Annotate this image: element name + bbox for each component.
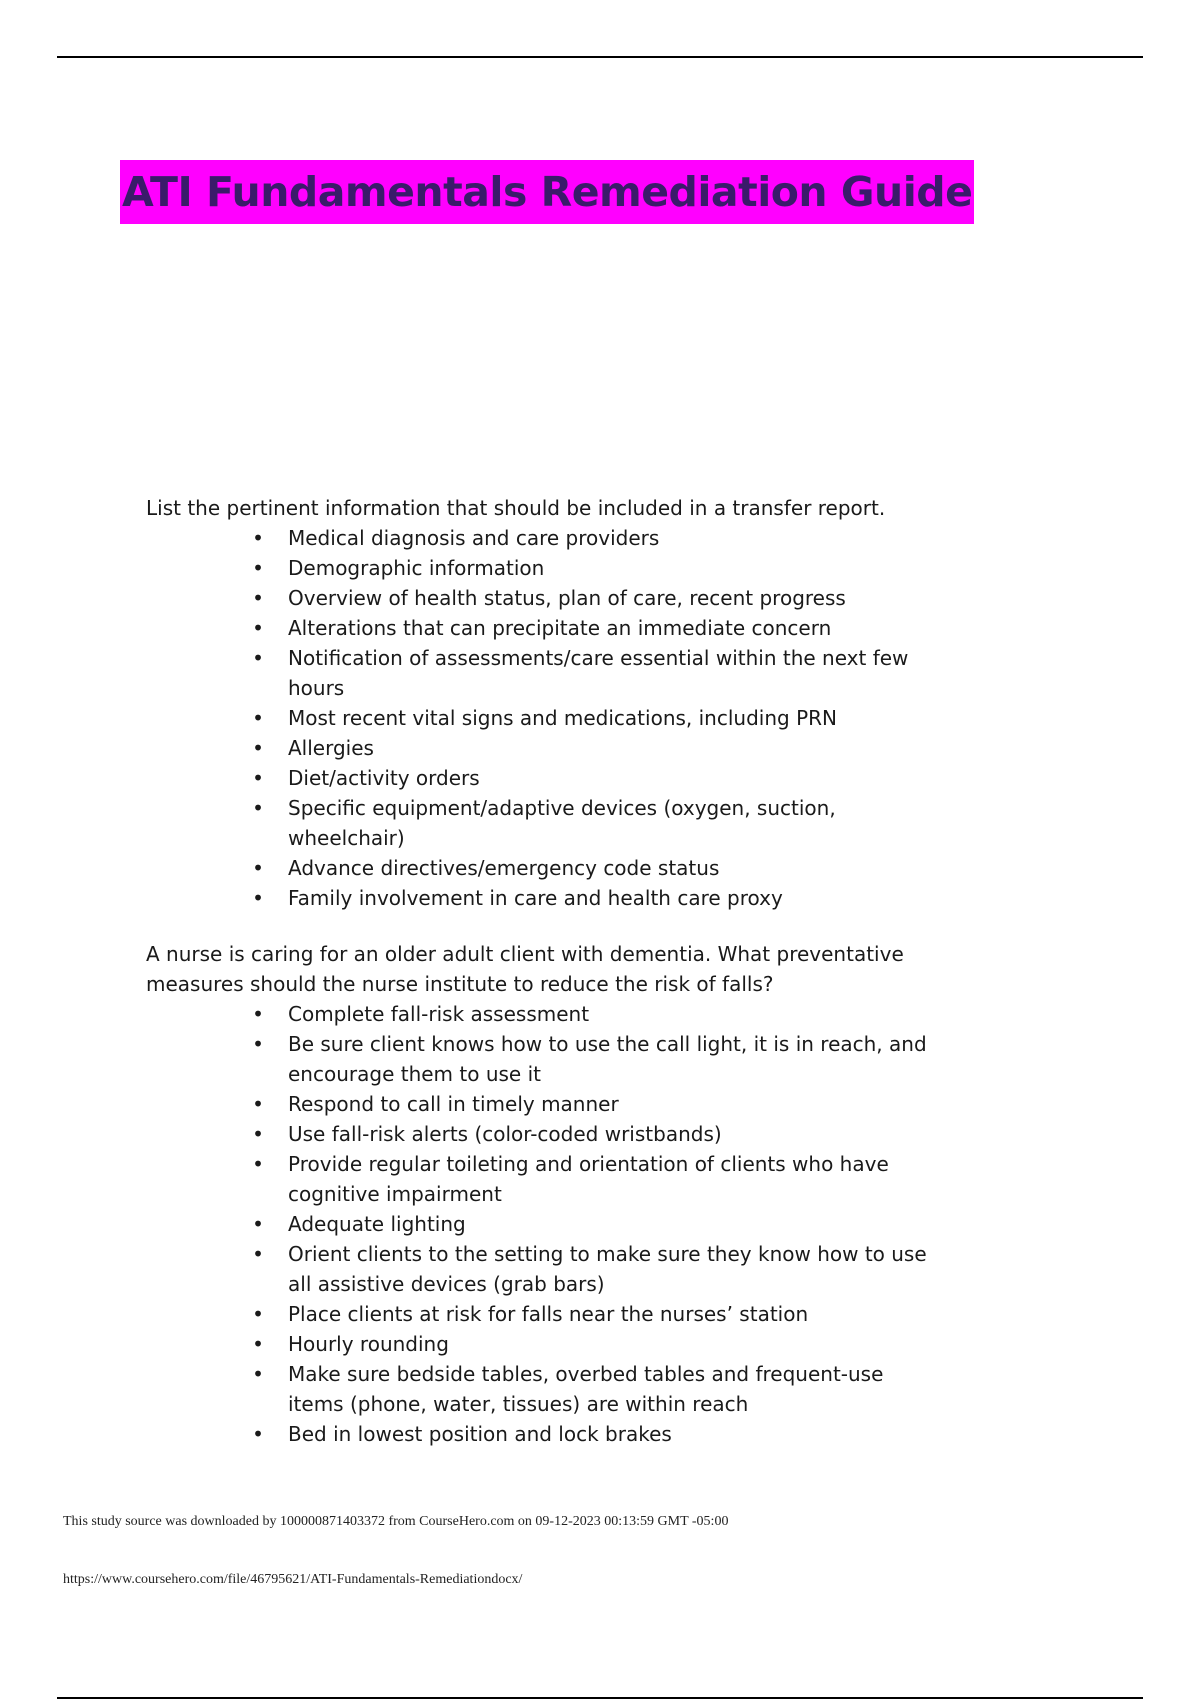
title-block bbox=[120, 160, 974, 224]
bullet-icon: • bbox=[252, 1152, 264, 1176]
list-item-text: Make sure bedside tables, overbed tables and frequent-use items (phone, water, tissues) are within reach bbox=[288, 1362, 884, 1416]
list-item bbox=[252, 1029, 928, 1089]
list-item-text: Provide regular toileting and orientation of clients who have cognitive impairment bbox=[288, 1152, 889, 1206]
document-title: ATI Fundamentals Remediation Guide bbox=[120, 160, 974, 224]
list-item-text: Family involvement in care and health care proxy bbox=[288, 886, 783, 910]
source-url: https://www.coursehero.com/file/46795621/ATI-Fundamentals-Remediationdocx/ bbox=[63, 1572, 523, 1587]
list-item bbox=[252, 643, 928, 703]
list-item-text: Overview of health status, plan of care, recent progress bbox=[288, 586, 846, 610]
bullet-icon: • bbox=[252, 796, 264, 820]
bullet-icon: • bbox=[252, 1092, 264, 1116]
bullet-icon: • bbox=[252, 1032, 264, 1056]
list-item bbox=[252, 703, 928, 733]
list-item bbox=[252, 553, 928, 583]
list-item bbox=[252, 853, 928, 883]
list-item bbox=[252, 883, 928, 913]
list-item bbox=[252, 523, 928, 553]
bullet-icon: • bbox=[252, 706, 264, 730]
bottom-rule bbox=[57, 1697, 1143, 1699]
list-item-text: Advance directives/emergency code status bbox=[288, 856, 720, 880]
list-item bbox=[252, 1359, 928, 1419]
bullet-icon: • bbox=[252, 1422, 264, 1446]
bullet-list-fall-prevention bbox=[146, 999, 946, 1449]
list-item-text: Notification of assessments/care essential within the next few hours bbox=[288, 646, 909, 700]
list-item bbox=[252, 613, 928, 643]
bullet-icon: • bbox=[252, 616, 264, 640]
list-item-text: Allergies bbox=[288, 736, 374, 760]
list-item-text: Medical diagnosis and care providers bbox=[288, 526, 660, 550]
bullet-icon: • bbox=[252, 1212, 264, 1236]
list-item-text: Orient clients to the setting to make sure they know how to use all assistive devices (grab bars) bbox=[288, 1242, 927, 1296]
bullet-icon: • bbox=[252, 856, 264, 880]
bullet-icon: • bbox=[252, 1302, 264, 1326]
list-item bbox=[252, 583, 928, 613]
question-fall-prevention: A nurse is caring for an older adult client with dementia. What preventative measures should the nurse institute to reduce the risk of falls? bbox=[146, 942, 904, 996]
bullet-icon: • bbox=[252, 1122, 264, 1146]
bullet-icon: • bbox=[252, 1362, 264, 1386]
bullet-icon: • bbox=[252, 526, 264, 550]
list-item bbox=[252, 733, 928, 763]
list-item bbox=[252, 1239, 928, 1299]
bullet-icon: • bbox=[252, 886, 264, 910]
list-item bbox=[252, 1209, 928, 1239]
list-item bbox=[252, 1299, 928, 1329]
bullet-icon: • bbox=[252, 766, 264, 790]
list-item bbox=[252, 763, 928, 793]
list-item-text: Alterations that can precipitate an immediate concern bbox=[288, 616, 832, 640]
list-item-text: Use fall-risk alerts (color-coded wristbands) bbox=[288, 1122, 722, 1146]
bullet-icon: • bbox=[252, 646, 264, 670]
list-item bbox=[252, 999, 928, 1029]
bullet-icon: • bbox=[252, 736, 264, 760]
list-item bbox=[252, 1089, 928, 1119]
top-rule bbox=[57, 56, 1143, 58]
list-item-text: Bed in lowest position and lock brakes bbox=[288, 1422, 672, 1446]
list-item-text: Adequate lighting bbox=[288, 1212, 466, 1236]
list-item-text: Diet/activity orders bbox=[288, 766, 480, 790]
list-item-text: Be sure client knows how to use the call light, it is in reach, and encourage them to use it bbox=[288, 1032, 927, 1086]
list-item bbox=[252, 1149, 928, 1209]
list-item-text: Specific equipment/adaptive devices (oxygen, suction, wheelchair) bbox=[288, 796, 836, 850]
document-body bbox=[146, 493, 946, 1449]
list-item-text: Most recent vital signs and medications, including PRN bbox=[288, 706, 837, 730]
list-item bbox=[252, 1419, 928, 1449]
bullet-icon: • bbox=[252, 586, 264, 610]
question-transfer-report: List the pertinent information that should be included in a transfer report. bbox=[146, 496, 886, 520]
download-source-note: This study source was downloaded by 100000871403372 from CourseHero.com on 09-12-2023 00:13:59 GMT -05:00 bbox=[63, 1514, 729, 1529]
list-item-text: Complete fall-risk assessment bbox=[288, 1002, 590, 1026]
list-item-text: Demographic information bbox=[288, 556, 545, 580]
list-item-text: Respond to call in timely manner bbox=[288, 1092, 619, 1116]
bullet-icon: • bbox=[252, 1002, 264, 1026]
bullet-icon: • bbox=[252, 556, 264, 580]
list-item bbox=[252, 1119, 928, 1149]
bullet-icon: • bbox=[252, 1332, 264, 1356]
list-item bbox=[252, 793, 928, 853]
list-item-text: Hourly rounding bbox=[288, 1332, 449, 1356]
bullet-icon: • bbox=[252, 1242, 264, 1266]
list-item bbox=[252, 1329, 928, 1359]
list-item-text: Place clients at risk for falls near the nurses’ station bbox=[288, 1302, 809, 1326]
bullet-list-transfer-report bbox=[146, 523, 946, 913]
